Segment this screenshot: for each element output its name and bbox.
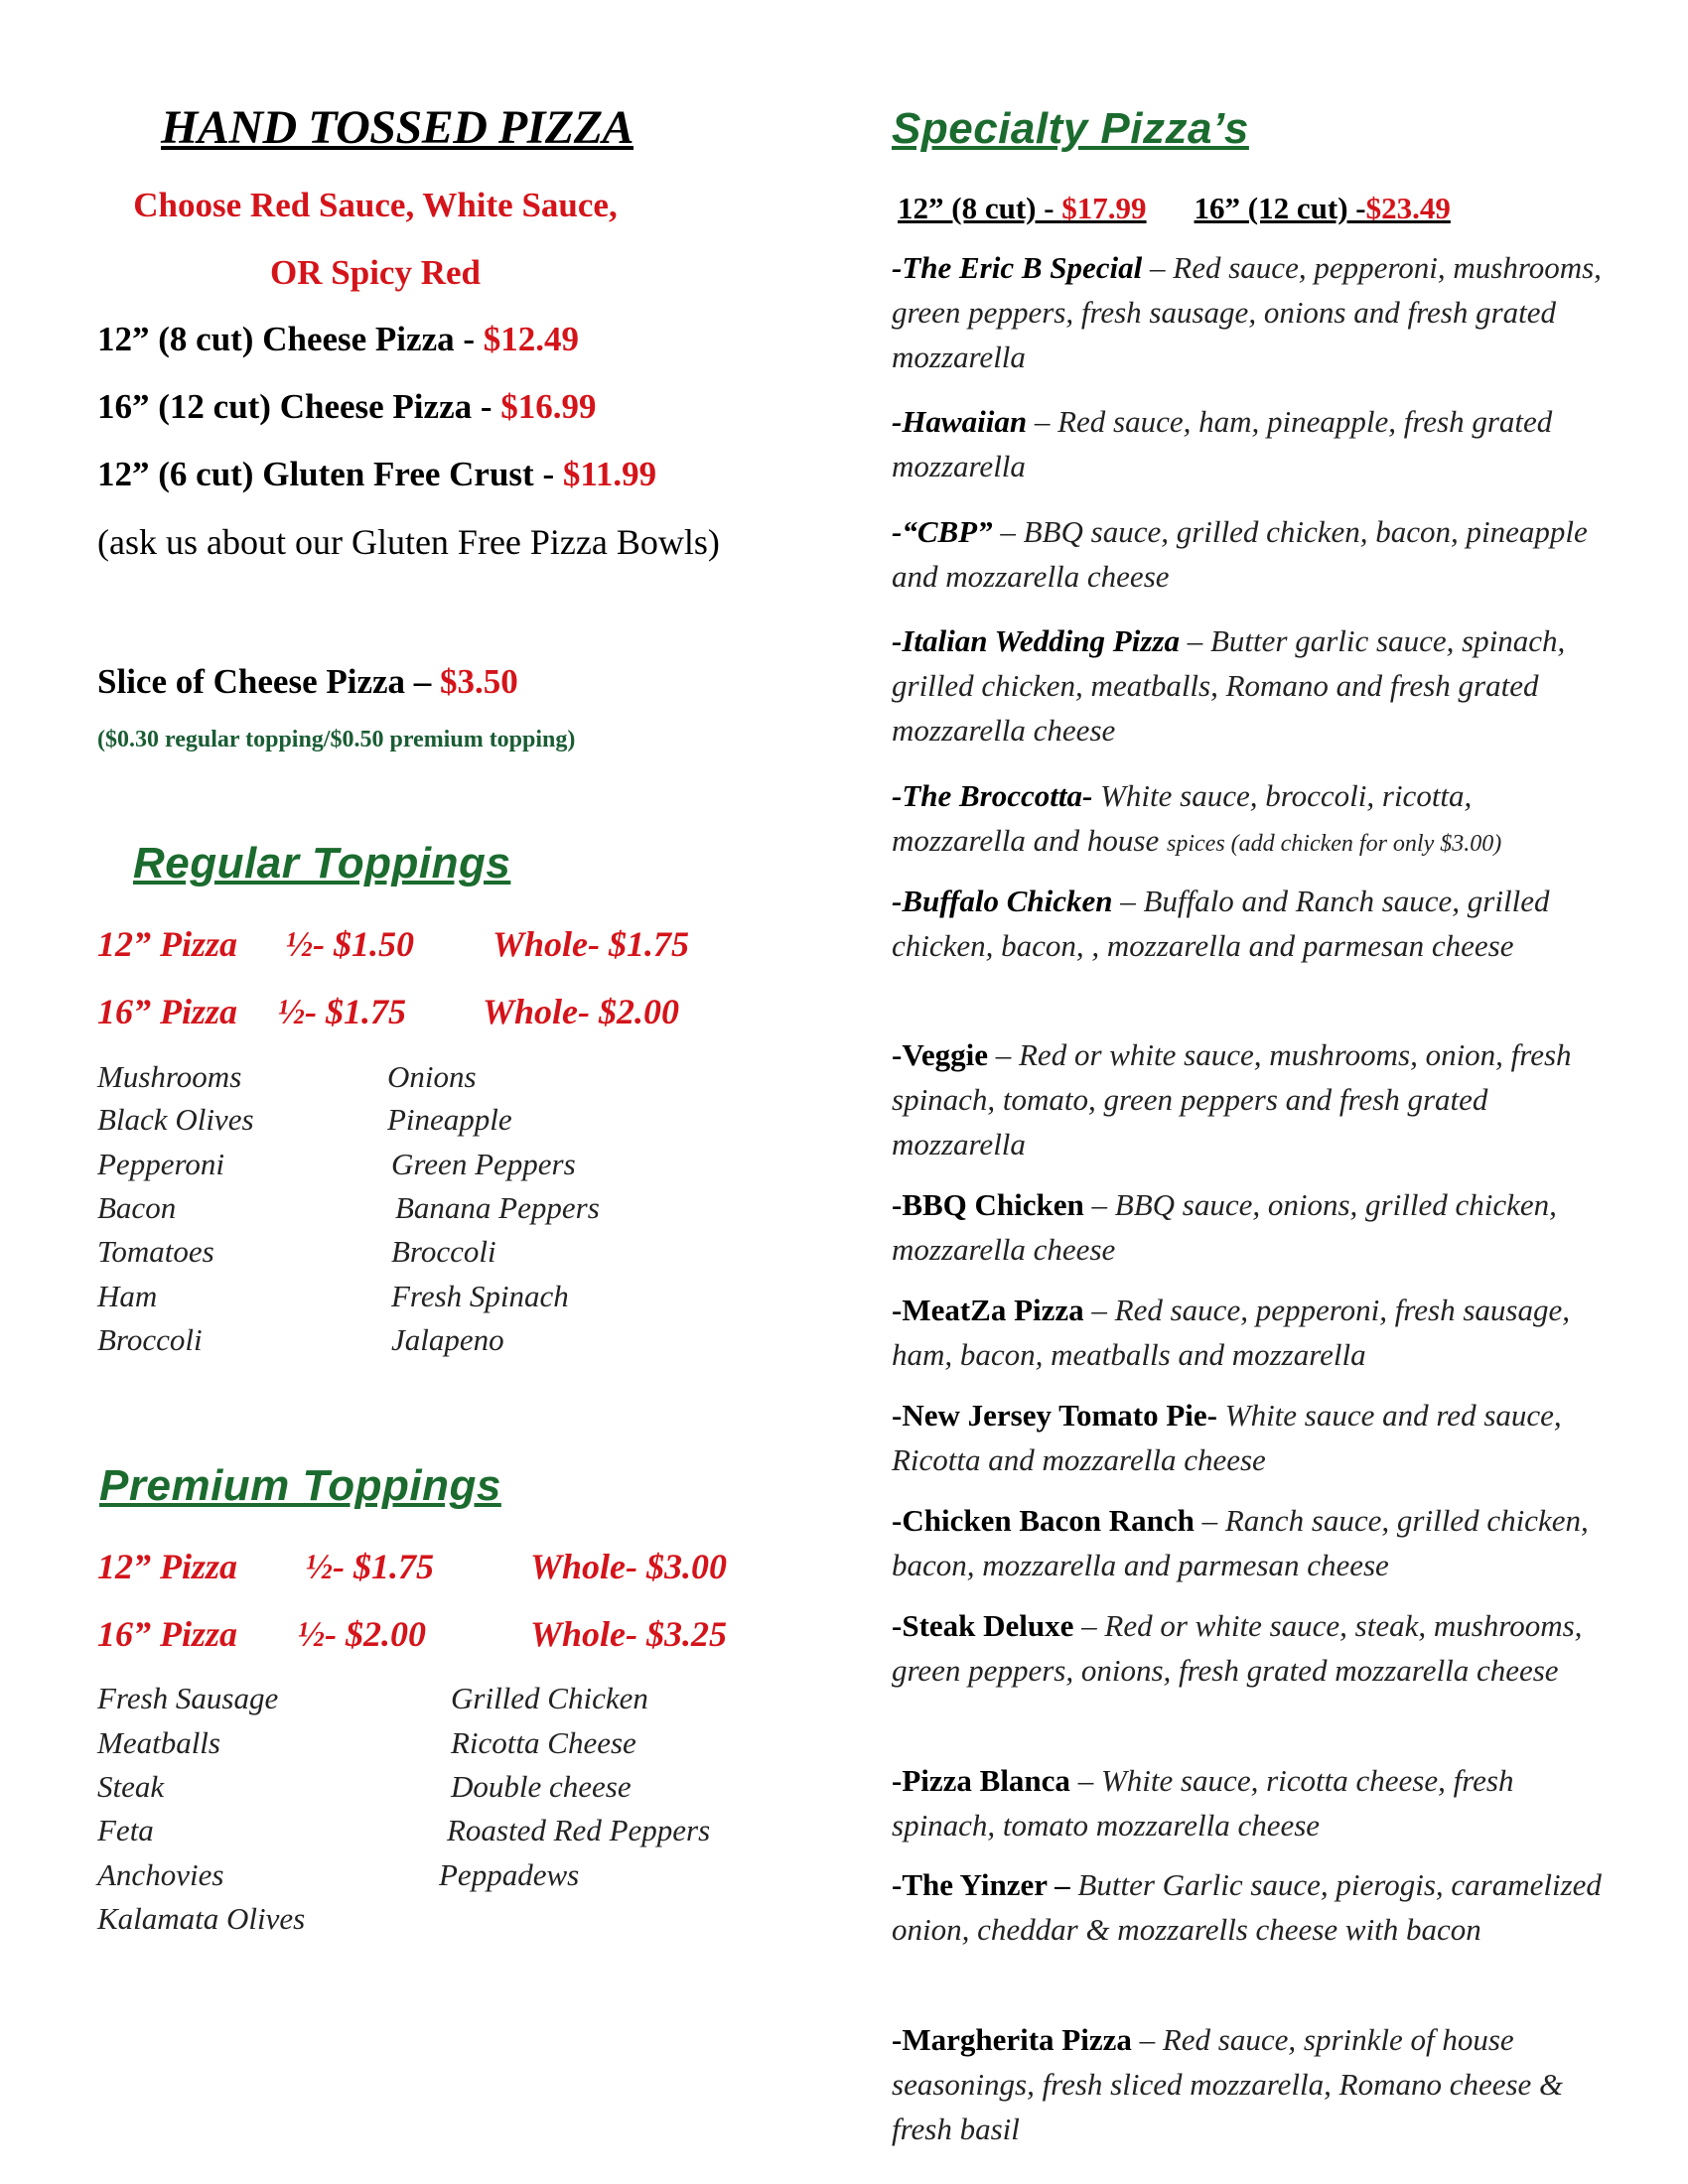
specialty-pizza-item xyxy=(892,1758,1607,1847)
specialty-pizza-item xyxy=(892,1288,1607,1377)
pizza-name: -Steak Deluxe xyxy=(892,1608,1074,1643)
slice-label: Slice of Cheese Pizza – xyxy=(97,662,441,701)
specialty-pizza-item xyxy=(892,509,1607,599)
pizza-description: – BBQ sauce, onions, grilled chicken, mozzarella cheese xyxy=(892,1187,1557,1267)
half-price: ½- $1.75 xyxy=(306,1547,434,1586)
whole-price: Whole- $3.25 xyxy=(530,1614,727,1654)
specialty-pizzas-title: Specialty Pizza’s xyxy=(892,104,1249,153)
specialty-pizza-item xyxy=(892,1498,1607,1587)
pizza-name: -Margherita Pizza xyxy=(892,2022,1132,2057)
pizza-description: White sauce, broccoli, ricotta, mozzarella and house xyxy=(892,778,1473,858)
specialty-pizza-item xyxy=(892,1603,1607,1693)
pizza-name: -“CBP” xyxy=(892,514,993,549)
pizza-name: -New Jersey Tomato Pie- xyxy=(892,1398,1217,1433)
topping-item: Ham xyxy=(97,1279,158,1313)
pizza-description: – Red sauce, ham, pineapple, fresh grated mozzarella xyxy=(892,404,1553,483)
sauce-choice-line-1: Choose Red Sauce, White Sauce, xyxy=(133,186,618,224)
pizza-description: – White sauce, ricotta cheese, fresh spinach, tomato mozzarella cheese xyxy=(892,1763,1514,1843)
premium-toppings-title: Premium Toppings xyxy=(99,1461,501,1510)
topping-item: Ricotta Cheese xyxy=(451,1725,636,1760)
topping-item: Green Peppers xyxy=(391,1147,576,1181)
gluten-free-bowls-note: (ask us about our Gluten Free Pizza Bowls) xyxy=(97,522,720,562)
pizza-name: -Hawaiian xyxy=(892,404,1028,439)
slice-line xyxy=(97,662,518,702)
size-price: $12.49 xyxy=(483,320,580,358)
pizza-size: 16” Pizza xyxy=(97,1614,238,1654)
topping-item: Meatballs xyxy=(97,1725,220,1760)
specialty-pizza-item xyxy=(892,2017,1607,2151)
topping-item: Peppadews xyxy=(439,1857,580,1892)
specialty-pizza-item xyxy=(892,1862,1607,1952)
slice-price: $3.50 xyxy=(440,662,518,701)
hand-tossed-title: HAND TOSSED PIZZA xyxy=(161,101,634,154)
specialty-pizza-item xyxy=(892,245,1607,379)
topping-item: Fresh Spinach xyxy=(391,1279,569,1313)
specialty-pizza-item xyxy=(892,1393,1607,1482)
specialty-pizza-item xyxy=(892,618,1607,752)
specialty-pizza-item xyxy=(892,879,1607,968)
topping-item: Tomatoes xyxy=(97,1234,214,1269)
pizza-description: – Butter garlic sauce, spinach, grilled chicken, meatballs, Romano and fresh grated mozzarella cheese xyxy=(892,623,1566,748)
topping-item: Jalapeno xyxy=(391,1322,504,1357)
pizza-name: -Italian Wedding Pizza xyxy=(892,623,1180,658)
size-price-line xyxy=(97,455,656,494)
size-price: $16.99 xyxy=(500,387,597,426)
pizza-name: -MeatZa Pizza xyxy=(892,1293,1084,1327)
pizza-name: -Chicken Bacon Ranch xyxy=(892,1503,1195,1538)
size-price: $17.99 xyxy=(1061,191,1147,225)
size-label: 12” (6 cut) Gluten Free Crust - xyxy=(97,455,563,493)
pizza-description: – Red sauce, pepperoni, mushrooms, green peppers, fresh sausage, onions and fresh grated mozzarella xyxy=(892,250,1602,374)
pizza-description: – Ranch sauce, grilled chicken, bacon, mozzarella and parmesan cheese xyxy=(892,1503,1589,1582)
specialty-pizza-item xyxy=(892,1032,1607,1166)
whole-price: Whole- $3.00 xyxy=(530,1547,727,1586)
topping-item: Onions xyxy=(387,1059,477,1094)
size-price-line xyxy=(97,320,579,359)
topping-item: Pineapple xyxy=(387,1102,512,1137)
pizza-description: White sauce and red sauce, Ricotta and mozzarella cheese xyxy=(892,1398,1562,1477)
topping-item: Roasted Red Peppers xyxy=(447,1813,711,1847)
size-label: 16” (12 cut) Cheese Pizza - xyxy=(97,387,501,426)
sauce-choice-line-2: OR Spicy Red xyxy=(270,253,481,292)
size-label: 12” (8 cut) Cheese Pizza - xyxy=(97,320,484,358)
pizza-name: -Buffalo Chicken xyxy=(892,884,1113,918)
pizza-description: – Red sauce, sprinkle of house seasonings, fresh sliced mozzarella, Romano cheese & fresh basil xyxy=(892,2022,1564,2146)
topping-item: Pepperoni xyxy=(97,1147,224,1181)
specialty-pizza-item xyxy=(892,1182,1607,1272)
size-price: $23.49 xyxy=(1365,191,1451,225)
topping-item: Double cheese xyxy=(451,1769,632,1804)
pizza-description: – BBQ sauce, grilled chicken, bacon, pineapple and mozzarella cheese xyxy=(892,514,1588,594)
pizza-description: – Red or white sauce, mushrooms, onion, fresh spinach, tomato, green peppers and fresh grated mozzarella xyxy=(892,1037,1572,1161)
regular-toppings-title: Regular Toppings xyxy=(133,839,511,887)
topping-item: Feta xyxy=(97,1813,154,1847)
pizza-size: 12” Pizza xyxy=(97,1547,238,1586)
topping-item: Fresh Sausage xyxy=(97,1681,279,1715)
pizza-name: -The Broccotta- xyxy=(892,778,1093,813)
topping-item: Mushrooms xyxy=(97,1059,242,1094)
specialty-pizza-item xyxy=(892,773,1607,867)
pizza-name: -The Yinzer – xyxy=(892,1867,1070,1902)
topping-item: Steak xyxy=(97,1769,165,1804)
topping-item: Broccoli xyxy=(97,1322,203,1357)
topping-item: Kalamata Olives xyxy=(97,1901,306,1936)
size-price-line xyxy=(97,387,597,427)
slice-topping-note: ($0.30 regular topping/$0.50 premium topping) xyxy=(97,727,576,752)
whole-price: Whole- $1.75 xyxy=(492,924,689,964)
half-price: ½- $2.00 xyxy=(298,1614,426,1654)
pizza-name: -The Eric B Special xyxy=(892,250,1143,285)
specialty-size-prices xyxy=(898,191,1451,226)
pizza-name: -BBQ Chicken xyxy=(892,1187,1084,1222)
half-price: ½- $1.50 xyxy=(286,924,414,964)
topping-item: Bacon xyxy=(97,1190,177,1225)
half-price: ½- $1.75 xyxy=(278,992,406,1031)
specialty-pizza-item xyxy=(892,399,1607,488)
whole-price: Whole- $2.00 xyxy=(483,992,679,1031)
topping-item: Broccoli xyxy=(391,1234,496,1269)
pizza-size: 16” Pizza xyxy=(97,992,238,1031)
size-label: 12” (8 cut) - xyxy=(898,191,1062,225)
topping-item: Banana Peppers xyxy=(395,1190,600,1225)
topping-item: Anchovies xyxy=(97,1857,224,1892)
pizza-name: -Veggie xyxy=(892,1037,988,1072)
pizza-size: 12” Pizza xyxy=(97,924,238,964)
pizza-name: -Pizza Blanca xyxy=(892,1763,1070,1798)
topping-item: Grilled Chicken xyxy=(451,1681,648,1715)
pizza-description: – Buffalo and Ranch sauce, grilled chicken, bacon, , mozzarella and parmesan cheese xyxy=(892,884,1550,963)
topping-item: Black Olives xyxy=(97,1102,254,1137)
pizza-description: – Red sauce, pepperoni, fresh sausage, ham, bacon, meatballs and mozzarella xyxy=(892,1293,1570,1372)
size-price: $11.99 xyxy=(562,455,657,493)
pizza-description: – Red or white sauce, steak, mushrooms, green peppers, onions, fresh grated mozzarella cheese xyxy=(892,1608,1583,1688)
pizza-description-note: spices (add chicken for only $3.00) xyxy=(1167,831,1502,857)
pizza-description: Butter Garlic sauce, pierogis, caramelized onion, cheddar & mozzarells cheese with bacon xyxy=(892,1867,1602,1947)
size-label: 16” (12 cut) - xyxy=(1194,191,1366,225)
